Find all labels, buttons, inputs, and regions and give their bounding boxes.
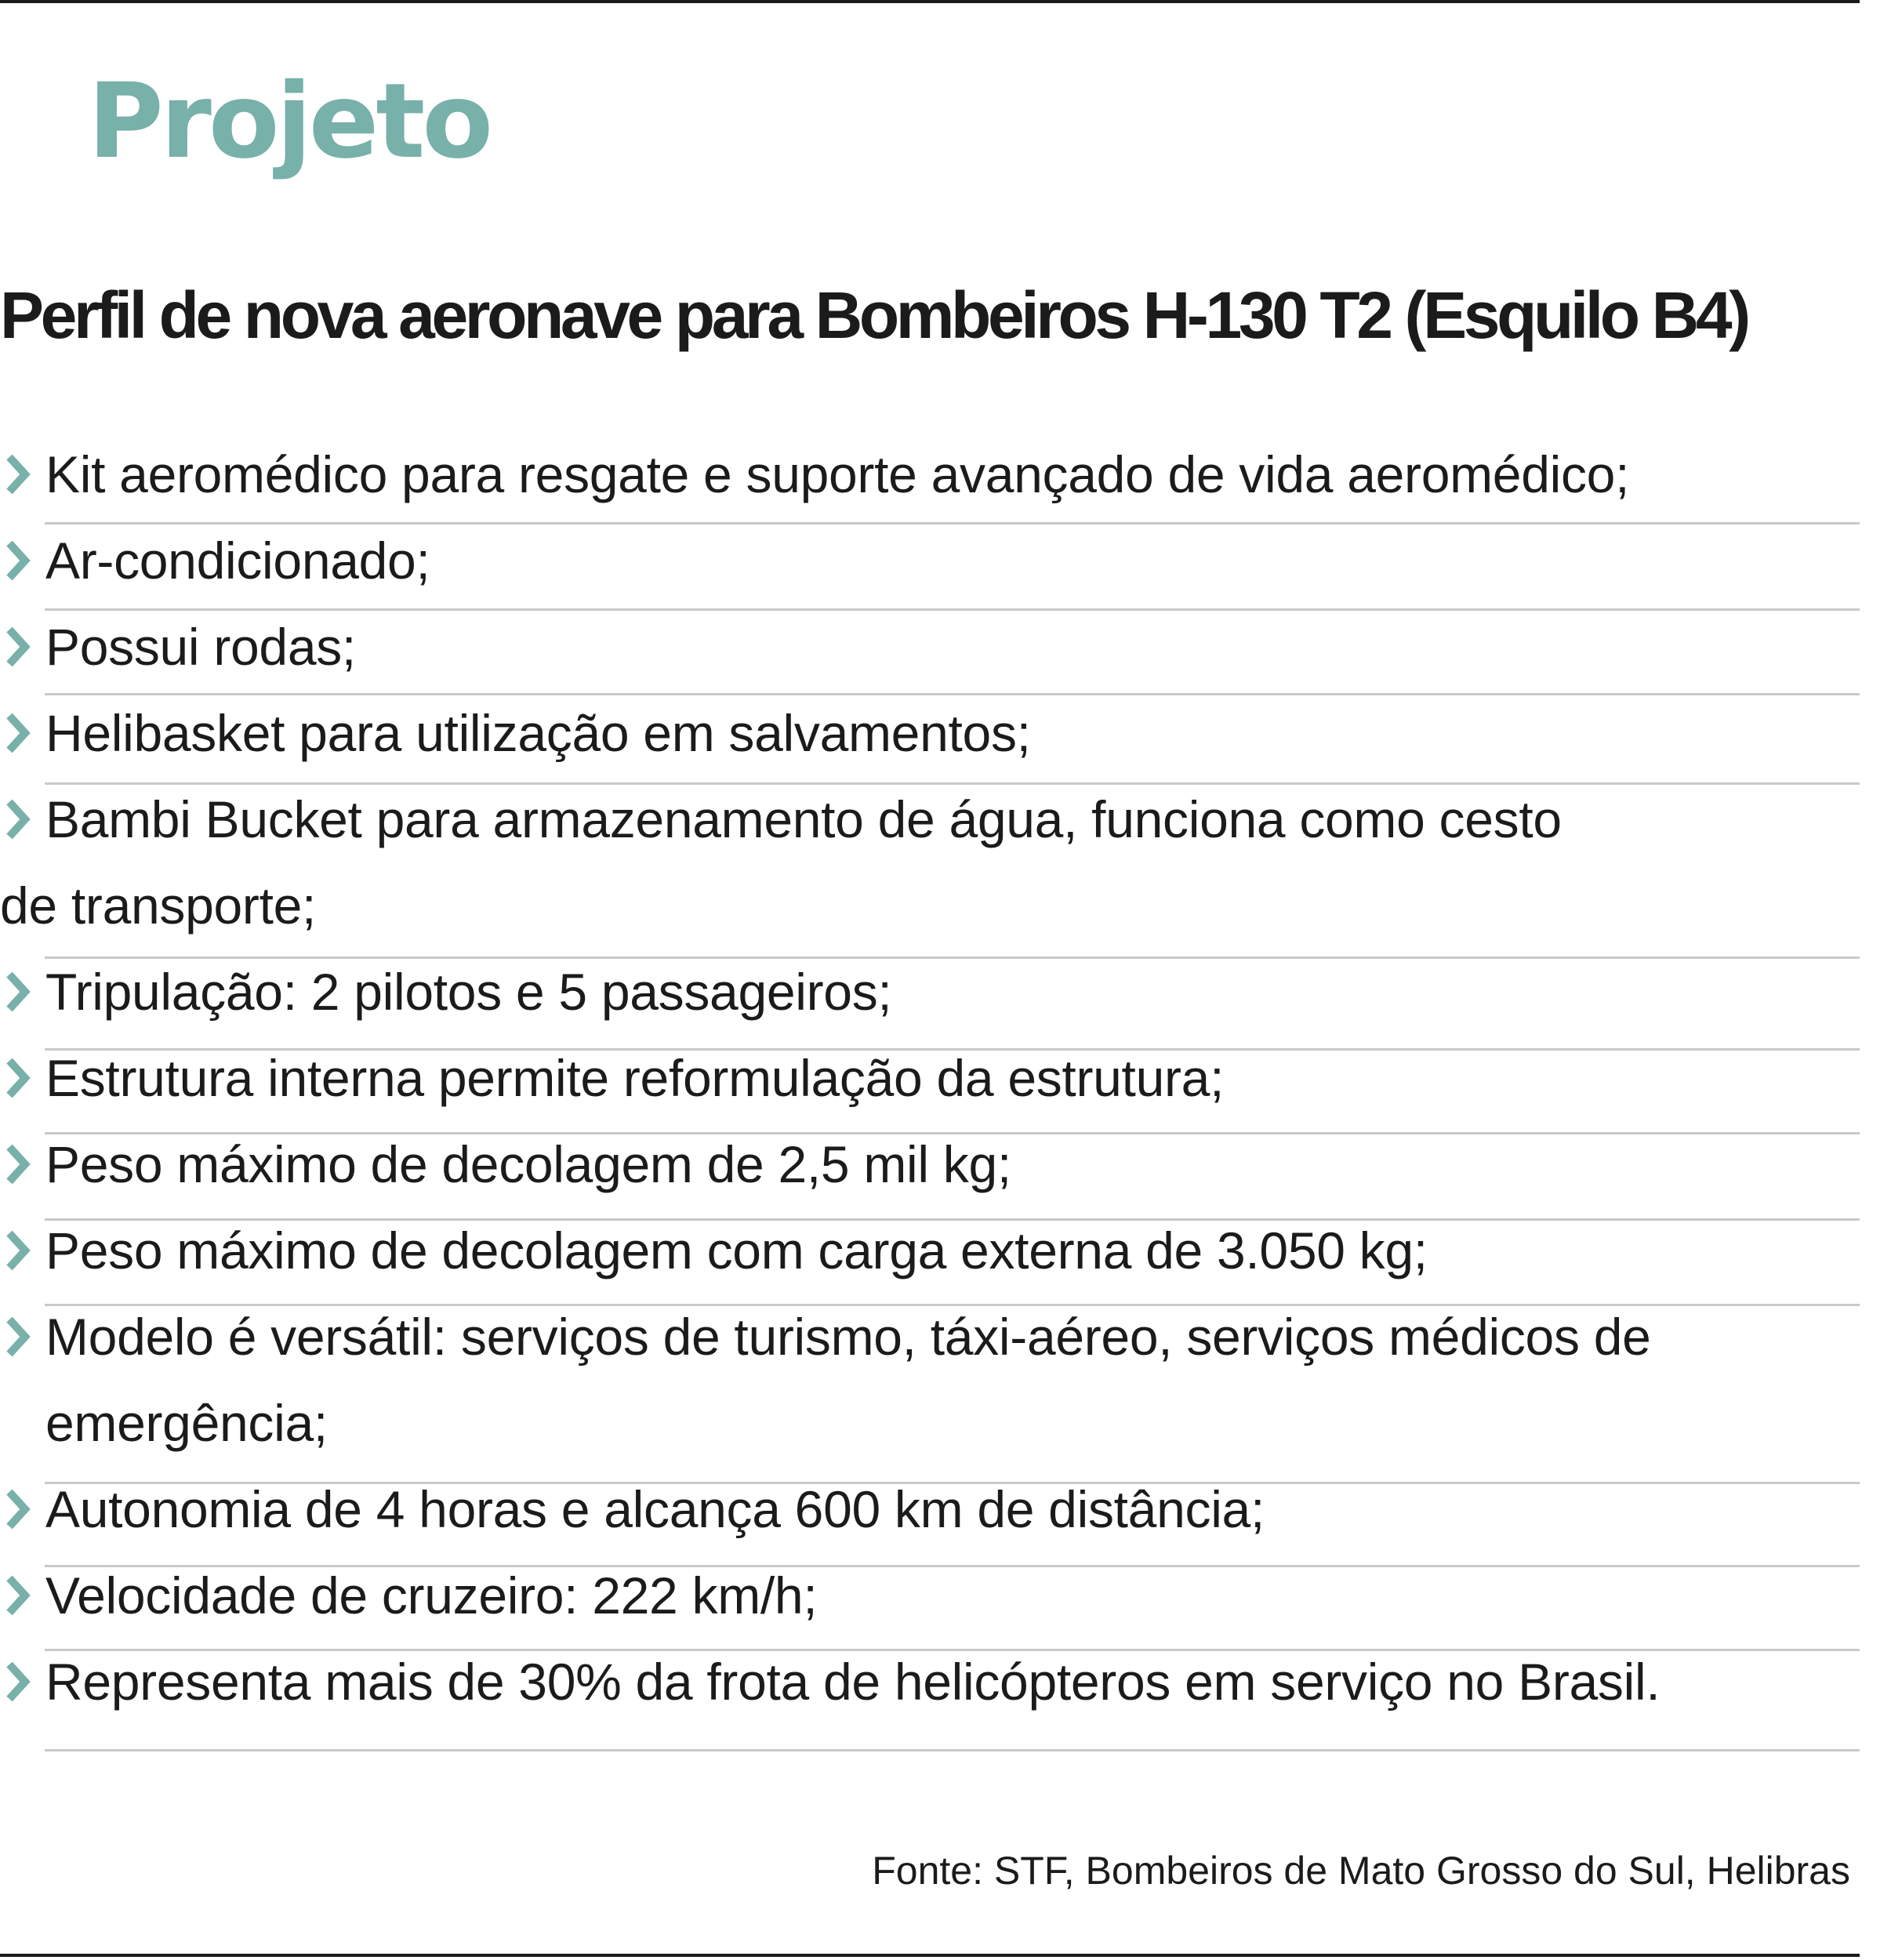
chevron-right-icon	[3, 796, 31, 843]
source-credit: Fonte: STF, Bombeiros de Mato Grosso do Sul, Helibras	[872, 1849, 1850, 1893]
item-text: Estrutura interna permite reformulação da estrutura;	[45, 1049, 1225, 1107]
item-text: Velocidade de cruzeiro: 222 km/h;	[45, 1566, 818, 1624]
chevron-right-icon	[3, 537, 31, 584]
chevron-right-icon	[3, 451, 31, 498]
chevron-right-icon	[3, 623, 31, 670]
chevron-right-icon	[3, 710, 31, 757]
item-text: Helibasket para utilização em salvamentos;	[45, 704, 1031, 762]
item-text: Autonomia de 4 horas e alcança 600 km de distância;	[45, 1480, 1265, 1538]
headline: Perfil de nova aeronave para Bombeiros H-130 T2 (Esquilo B4)	[0, 278, 1748, 352]
chevron-right-icon	[3, 1227, 31, 1274]
chevron-right-icon	[3, 968, 31, 1015]
section-kicker: Projeto	[88, 61, 491, 182]
item-text: Ar-condicionado;	[45, 532, 430, 590]
chevron-right-icon	[3, 1054, 31, 1102]
bottom-rule	[0, 1954, 1860, 1957]
chevron-right-icon	[3, 1313, 31, 1360]
item-text: Peso máximo de decolagem com carga externa de 3.050 kg;	[45, 1221, 1428, 1279]
chevron-right-icon	[3, 1486, 31, 1533]
item-separator	[45, 1749, 1860, 1751]
item-text: Representa mais de 30% da frota de helicópteros em serviço no Brasil.	[45, 1653, 1661, 1711]
item-text: Kit aeromédico para resgate e suporte avançado de vida aeromédico;	[45, 445, 1630, 503]
chevron-right-icon	[3, 1141, 31, 1188]
chevron-right-icon	[3, 1658, 31, 1705]
item-text: Bambi Bucket para armazenamento de água, funciona como cesto	[45, 790, 1562, 848]
item-text: Possui rodas;	[45, 618, 356, 676]
item-text: Peso máximo de decolagem de 2,5 mil kg;	[45, 1135, 1011, 1193]
chevron-right-icon	[3, 1572, 31, 1619]
item-text-continuation: de transporte;	[0, 877, 317, 935]
item-text: Tripulação: 2 pilotos e 5 passageiros;	[45, 963, 892, 1021]
item-text: Modelo é versátil: serviços de turismo, táxi-aéreo, serviços médicos de	[45, 1308, 1651, 1366]
item-text-continuation: emergência;	[45, 1394, 328, 1452]
